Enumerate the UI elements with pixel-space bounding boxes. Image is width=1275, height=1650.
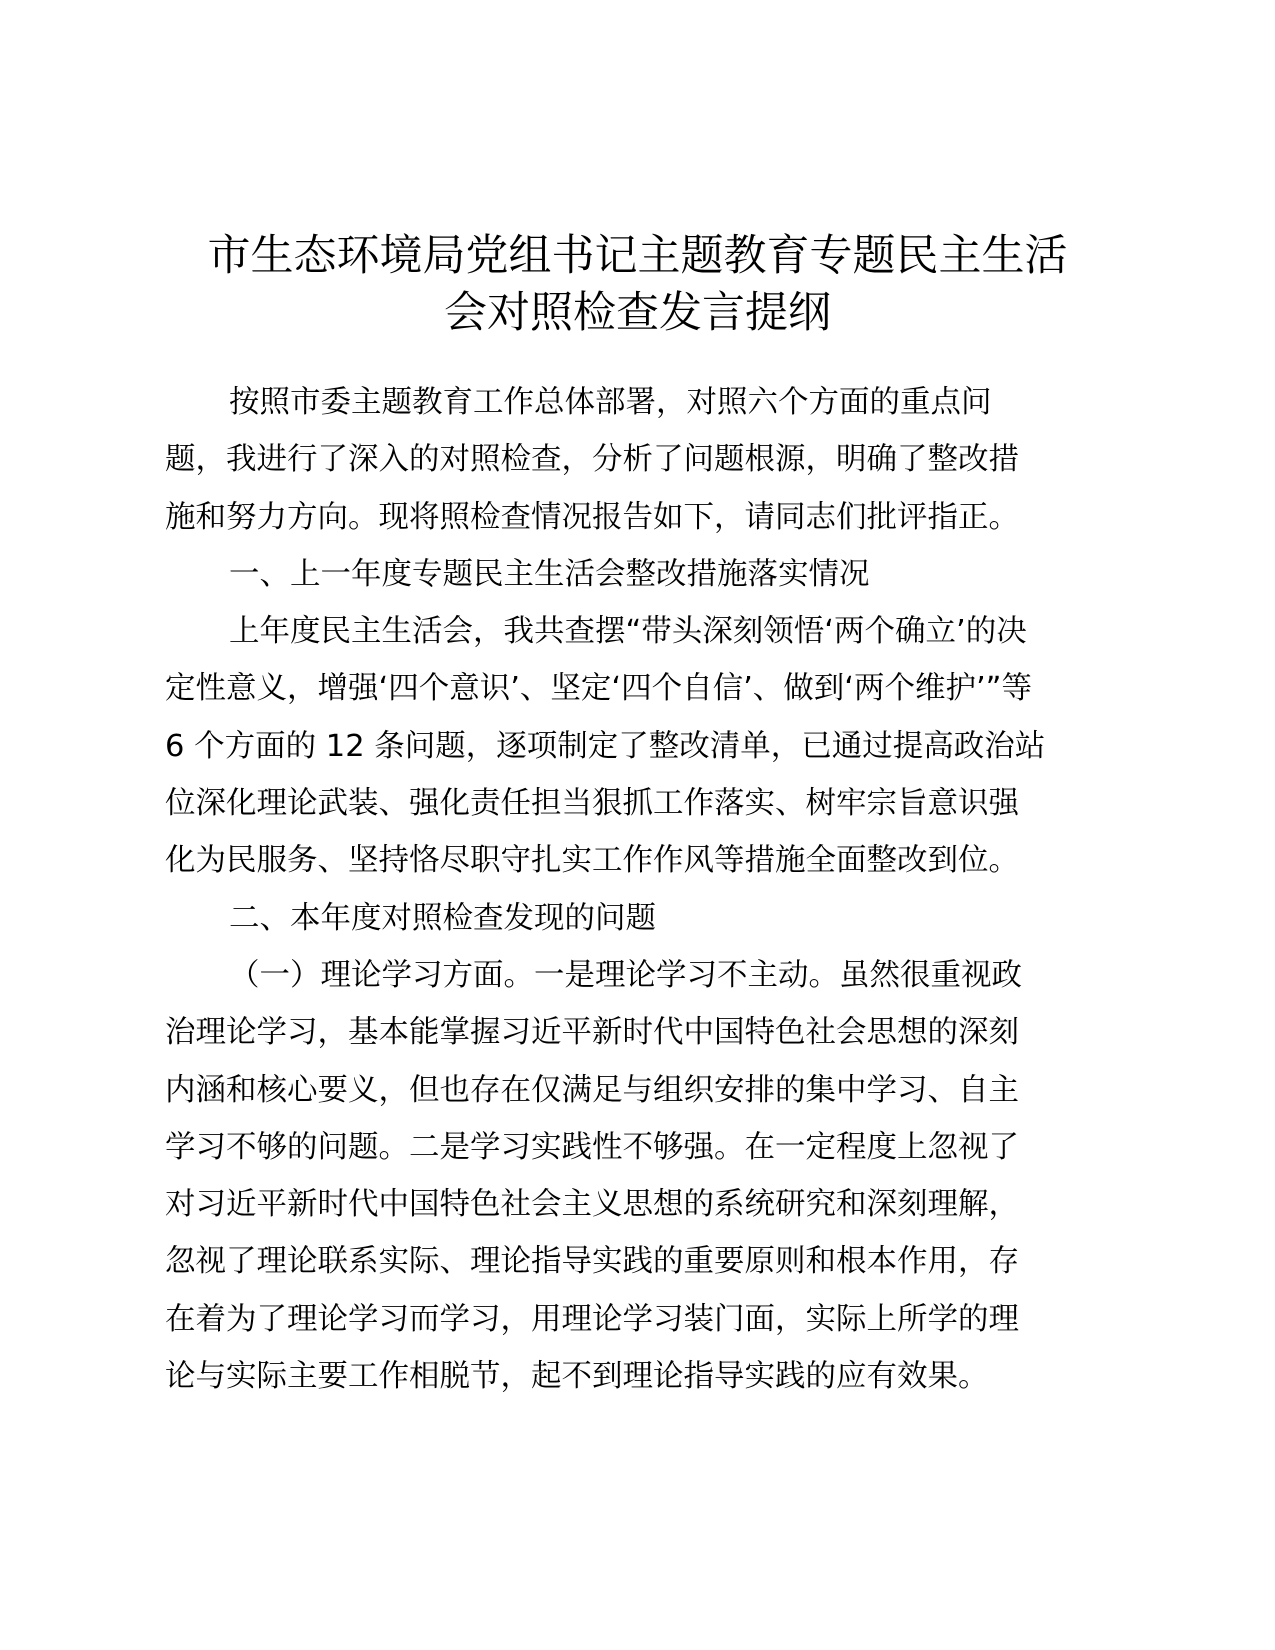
title-line-1: 市生态环境局党组书记主题教育专题民主生活 [207, 231, 1068, 281]
heading-line: 二、本年度对照检查发现的问题 [229, 900, 656, 936]
text-line: 按照市委主题教育工作总体部署，对照六个方面的重点问 [229, 385, 992, 420]
text-line: 题，我进行了深入的对照检查，分析了问题根源，明确了整改措 [165, 442, 1019, 478]
text-line: 上年度民主生活会，我共查摆“带头深刻领悟‘两个确立’的决 [229, 614, 1027, 650]
section-heading-2 [165, 890, 1115, 947]
text-line: 6 个方面的 12 条问题，逐项制定了整改清单，已通过提高政治站 [165, 728, 1046, 764]
text-line: （一）理论学习方面。一是理论学习不主动。虽然很重视政 [229, 957, 1022, 993]
paragraph-intro [165, 374, 1115, 546]
text-line: 忽视了理论联系实际、理论指导实践的重要原则和根本作用，存 [165, 1244, 1019, 1280]
text-line: 内涵和核心要义，但也存在仅满足与组织安排的集中学习、自主 [165, 1072, 1019, 1108]
text-line: 定性意义，增强‘四个意识’、坚定‘四个自信’、做到‘两个维护’”等 [165, 671, 1032, 707]
text-line: 学习不够的问题。二是学习实践性不够强。在一定程度上忽视了 [165, 1129, 1019, 1165]
text-line: 施和努力方向。现将照检查情况报告如下，请同志们批评指正。 [165, 499, 1019, 535]
text-line: 位深化理论武装、强化责任担当狠抓工作落实、树牢宗旨意识强 [165, 786, 1019, 822]
document-title [160, 228, 1115, 342]
paragraph-last-year [165, 603, 1115, 889]
text-line: 治理论学习，基本能掌握习近平新时代中国特色社会思想的深刻 [165, 1015, 1019, 1051]
text-line: 对习近平新时代中国特色社会主义思想的系统研究和深刻理解， [165, 1187, 1019, 1223]
document-body [165, 374, 1115, 1405]
heading-line: 一、上一年度专题民主生活会整改措施落实情况 [229, 556, 870, 592]
section-heading-1 [165, 546, 1115, 603]
text-line: 在着为了理论学习而学习，用理论学习装门面，实际上所学的理 [165, 1301, 1019, 1337]
text-line: 论与实际主要工作相脱节，起不到理论指导实践的应有效果。 [165, 1359, 989, 1395]
title-line-2: 会对照检查发言提纲 [444, 288, 831, 338]
text-line: 化为民服务、坚持恪尽职守扎实工作作风等措施全面整改到位。 [165, 843, 1019, 879]
paragraph-theory-study [165, 947, 1115, 1405]
